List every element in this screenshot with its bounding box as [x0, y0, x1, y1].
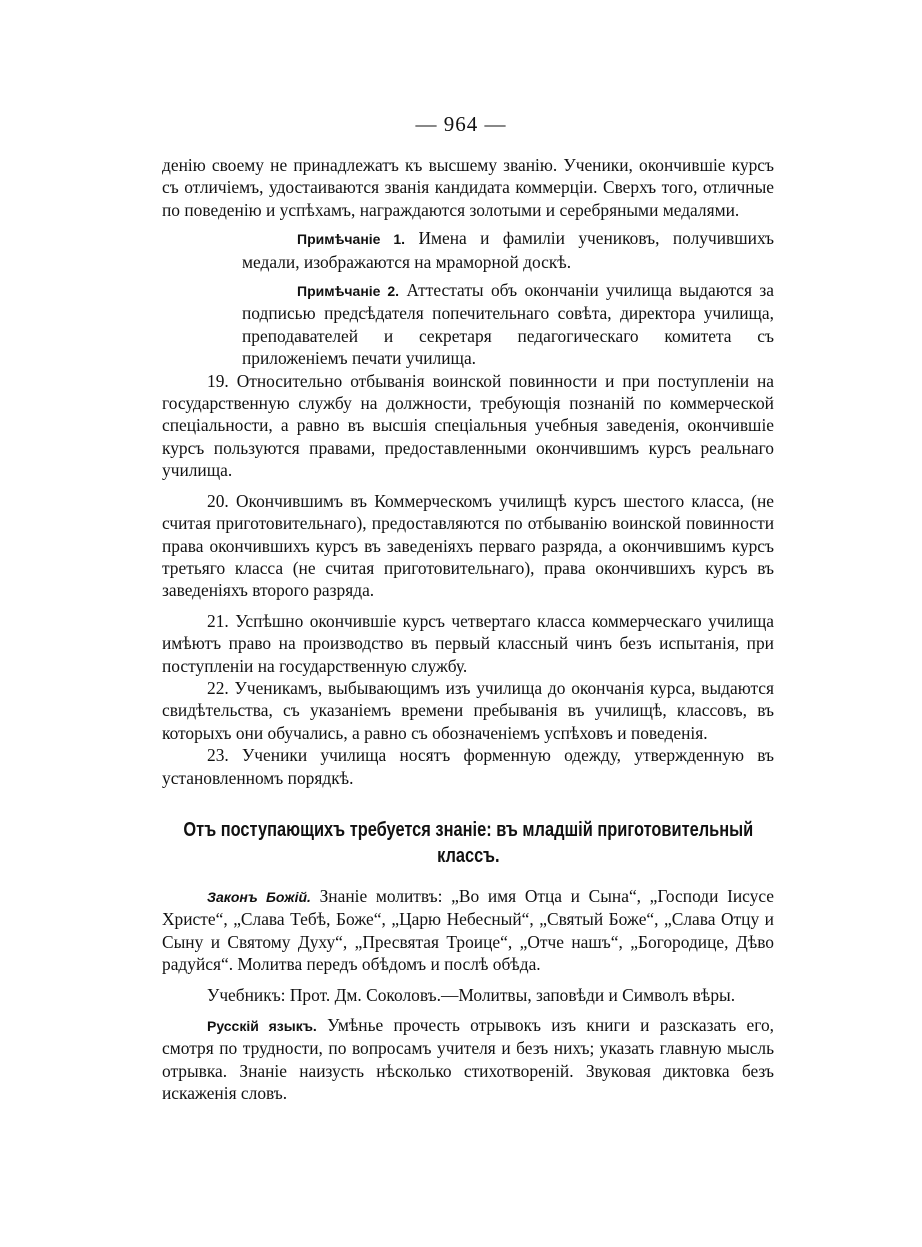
page-number: — 964 — — [415, 112, 507, 136]
law-of-god — [162, 885, 774, 976]
note-2 — [242, 279, 774, 370]
law-of-god-text: Знаніе молитвъ: „Во имя Отца и Сына“, „Господи Іисусе Христе“, „Слава Тебѣ, Боже“, „Царю Небесный“, „Святый Боже“, „Слава Отцу и Сыну и Святому Духу“, „Пресвятая Троице“, „Отче нашъ“, „Богородице, Дѣво радуйся“. Молитва передъ обѣдомъ и послѣ обѣда. — [162, 885, 775, 975]
russian-language-label: Русскій языкъ. — [207, 1018, 317, 1034]
note-1 — [242, 227, 774, 273]
note-2-text: Аттестаты объ окончаніи училища выдаются за подписью предсѣдателя попечительнаго совѣта, директора училища, преподавателей и секретаря педагогическаго комитета съ приложеніемъ печати училища. — [242, 280, 774, 369]
continued-paragraph: денію своему не принадлежатъ къ высшему званію. Ученики, окончившіе курсъ съ отличіемъ, удостаиваются званія кандидата коммерціи. Сверхъ того, отличные по поведенію и успѣхамъ, награждаются золотыми и серебряными медалями. — [162, 155, 774, 220]
textbook-line: Учебникъ: Прот. Дм. Соколовъ.—Молитвы, заповѣди и Символъ вѣры. — [207, 984, 736, 1005]
paragraph-23: 23. Ученики училища носятъ форменную одежду, утвержденную въ установленномъ порядкѣ. — [162, 745, 774, 788]
section-title: Отъ поступающихъ требуется знаніе: въ младшій приготовительный классъ. — [183, 818, 753, 867]
law-of-god-label: Законъ Божій. — [207, 888, 311, 905]
paragraph-22: 22. Ученикамъ, выбывающимъ изъ училища до окончанія курса, выдаются свидѣтельства, съ указаніемъ времени пребыванія въ училищѣ, классовъ, въ которыхъ они обучались, а равно съ обозначеніемъ успѣховъ и поведенія. — [162, 677, 774, 743]
note-1-label: Примѣчаніе 1. — [297, 231, 406, 248]
russian-language-text: Умѣнье прочесть отрывокъ изъ книги и разсказать его, смотря по трудности, по вопросамъ учителя и безъ нихъ; указать главную мысль отрывка. Знаніе наизусть нѣсколько стихотвореній. Звуковая диктовка безъ искаженія словъ. — [162, 1015, 774, 1104]
page-body — [162, 154, 774, 1105]
paragraph-20: 20. Окончившимъ въ Коммерческомъ училищѣ курсъ шестого класса, (не считая приготовительнаго), предоставляются по отбыванію воинской повинности права окончившихъ курсъ въ заведеніяхъ перваго разряда, а окончившимъ курсъ третьяго класса (не считая приготовительнаго), права окончившихъ курсъ въ заведеніяхъ второго разряда. — [162, 490, 774, 601]
russian-language — [162, 1014, 774, 1105]
paragraph-21: 21. Успѣшно окончившіе курсъ четвертаго класса коммерческаго училища имѣютъ право на производство въ первый классный чинъ безъ испытанія, при поступленіи на государственную службу. — [162, 610, 774, 676]
note-1-text: Имена и фамиліи учениковъ, получившихъ медали, изображаются на мраморной доскѣ. — [242, 228, 774, 272]
paragraph-19: 19. Относительно отбыванія воинской повинности и при поступленіи на государственную службу на должности, требующія познаній по коммерческой спеціальности, а равно въ высшія спеціальныя учебныя заведенія, окончившіе курсъ пользуются правами, предоставленными окончившимъ курсъ реальнаго училища. — [162, 370, 774, 481]
note-2-label: Примѣчаніе 2. — [297, 283, 400, 300]
